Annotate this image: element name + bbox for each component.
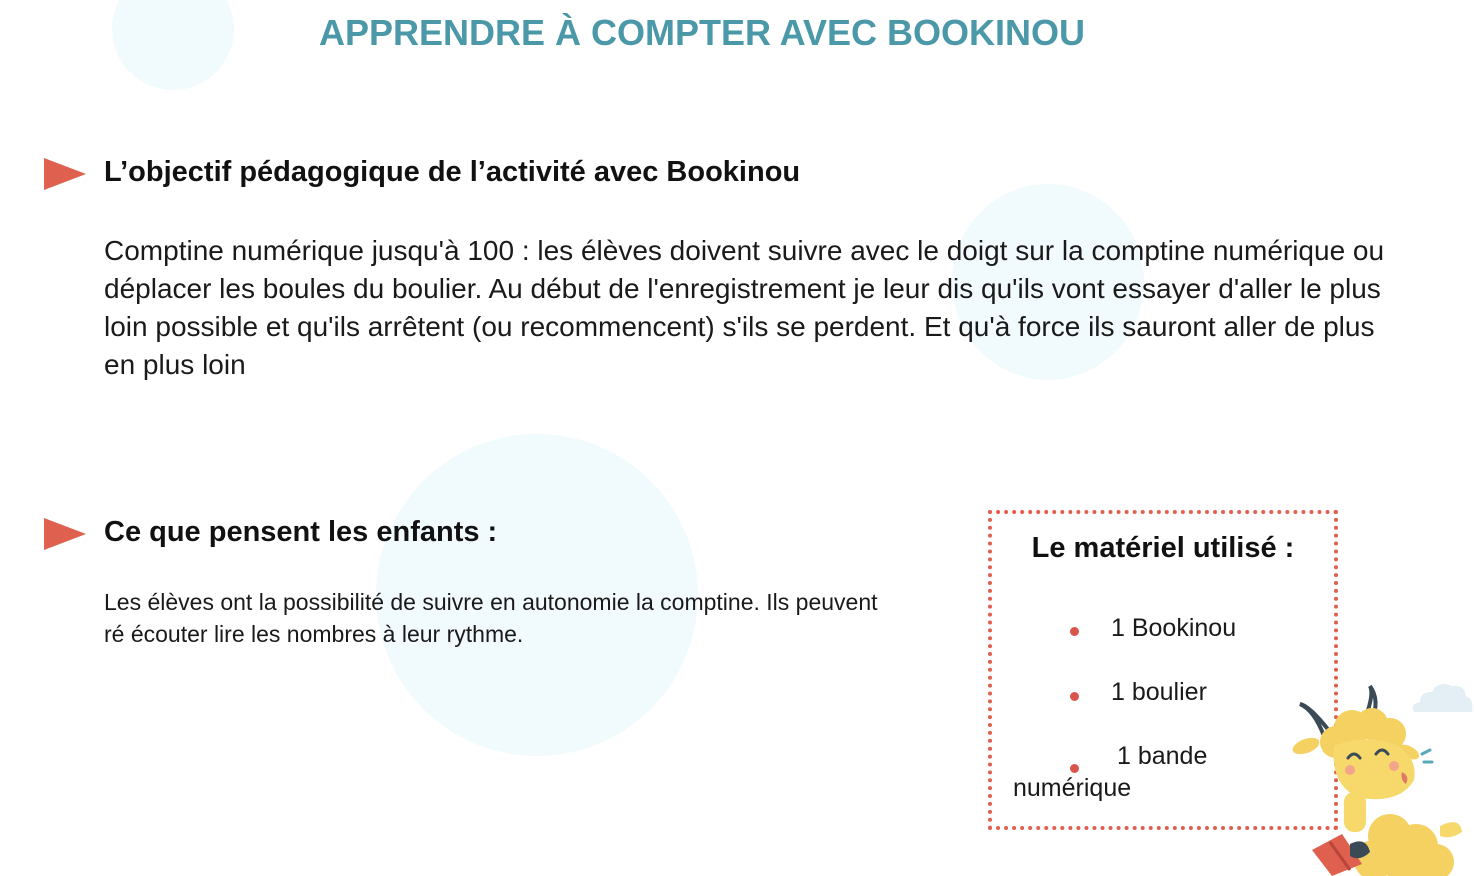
material-item: 1 Bookinou — [1111, 614, 1237, 642]
triangle-arrow-icon — [44, 158, 86, 190]
bookinou-sheep-mascot — [1290, 676, 1474, 876]
page-title: APPRENDRE À COMPTER AVEC BOOKINOU — [318, 12, 1086, 53]
children-heading: Ce que pensent les enfants : — [104, 516, 498, 548]
material-item: 1 boulier — [1111, 678, 1207, 706]
children-text: Les élèves ont la possibilité de suivre en autonomie la comptine. Ils peuvent ré écouter lire les nombres à leur rythme. — [104, 589, 878, 647]
bullet-dot-icon — [1070, 627, 1079, 636]
triangle-arrow-icon — [44, 518, 86, 550]
objective-heading: L’objectif pédagogique de l’activité avec Bookinou — [104, 156, 801, 188]
materials-title: Le matériel utilisé : — [1031, 532, 1295, 564]
bullet-dot-icon — [1070, 764, 1079, 773]
bullet-dot-icon — [1070, 692, 1079, 701]
objective-text: Comptine numérique jusqu'à 100 : les élèves doivent suivre avec le doigt sur la comptine numérique ou déplacer les boules du boulier. Au début de l'enregistrement je leur dis qu'ils vont essayer d'aller le plus loin possible et qu'ils arrêtent (ou recommencent) s'ils se perdent. Et qu'à force ils sauront aller de plus en plus loin — [104, 235, 1385, 380]
material-item-continued: numérique — [1013, 774, 1132, 802]
material-item: 1 bande — [1117, 742, 1208, 770]
materials-box — [988, 510, 1338, 830]
